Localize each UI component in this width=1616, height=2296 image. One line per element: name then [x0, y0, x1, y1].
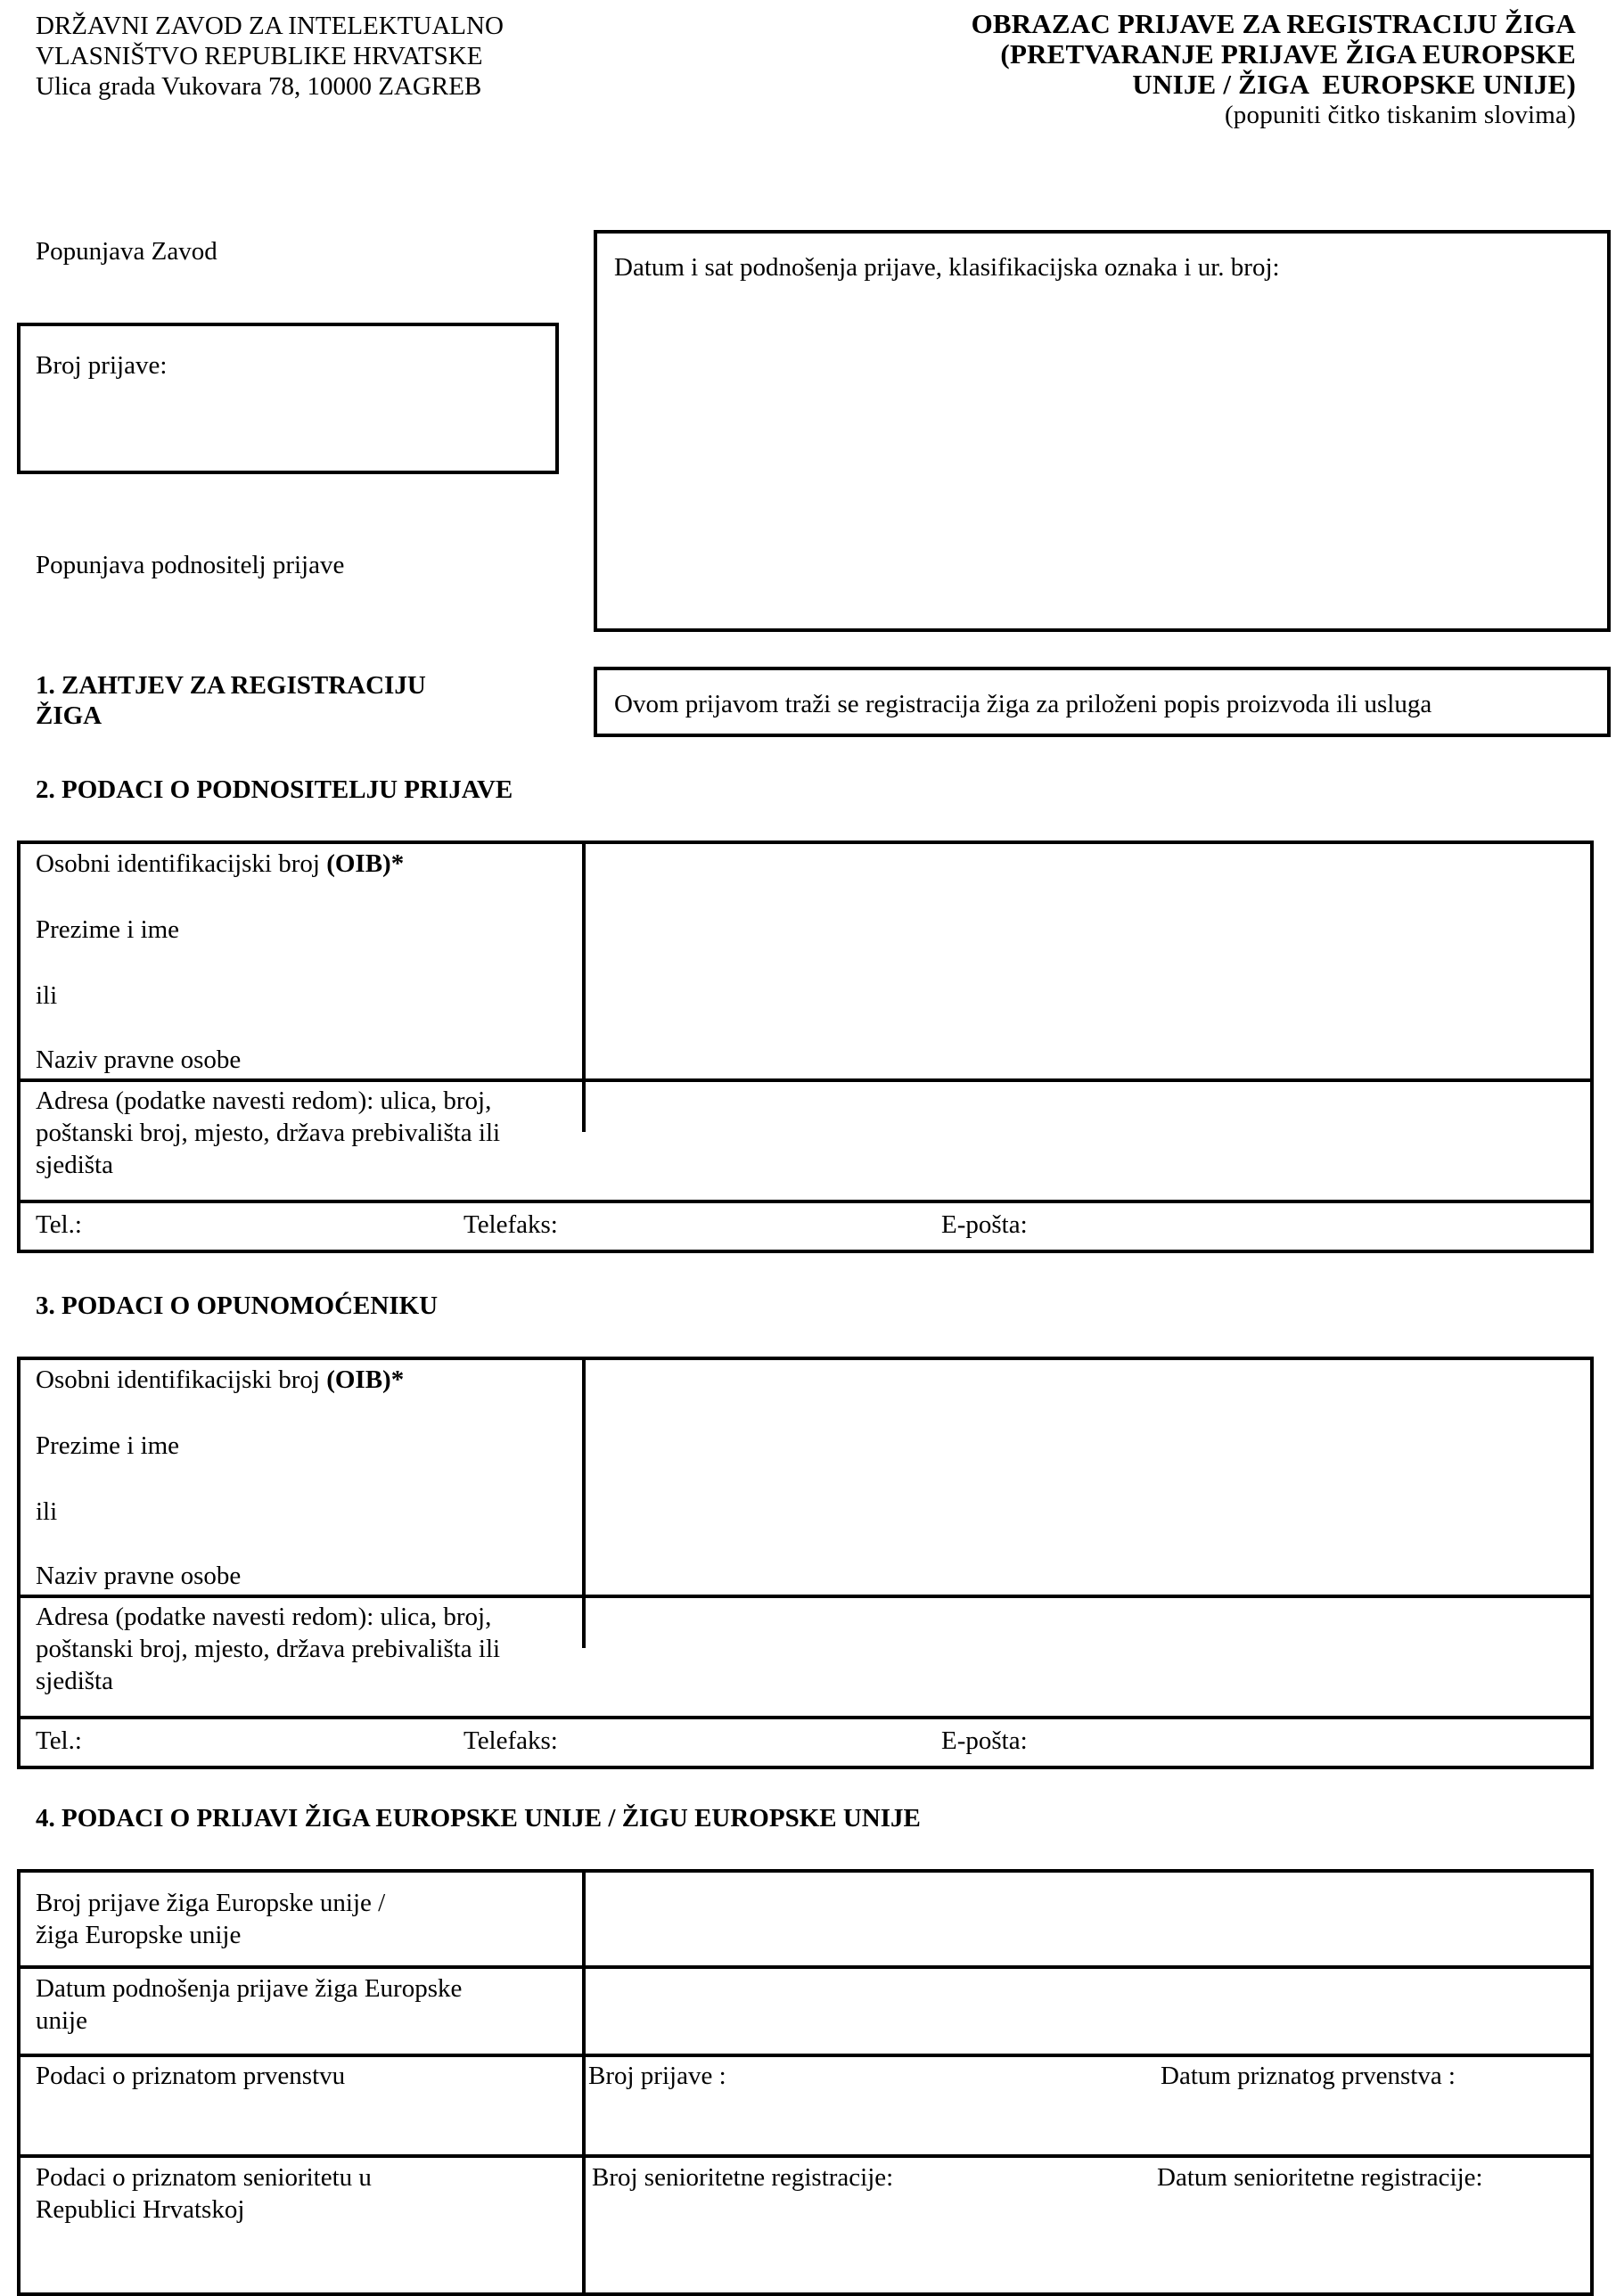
section4-title: 4. PODACI O PRIJAVI ŽIGA EUROPSKE UNIJE / ŽIGU EUROPSKE UNIJE	[36, 1804, 921, 1833]
priority-date-label: Datum priznatog prvenstva :	[1161, 2062, 1456, 2090]
priority-date-field[interactable]	[1161, 2095, 1585, 2149]
application-number-label: Broj prijave:	[36, 351, 168, 380]
seniority-reg-number-field[interactable]	[591, 2202, 1144, 2287]
eu-app-number-label-line1: Broj prijave žiga Europske unije /	[36, 1889, 386, 1917]
priority-label: Podaci o priznatom prvenstvu	[36, 2062, 346, 2090]
representative-fax-label: Telefaks:	[463, 1726, 558, 1755]
applicant-tel-field[interactable]	[101, 1206, 448, 1249]
representative-tel-label: Tel.:	[36, 1726, 82, 1755]
representative-tel-field[interactable]	[101, 1722, 448, 1765]
seniority-label-line2: Republici Hrvatskoj	[36, 2195, 245, 2224]
applicant-fax-label: Telefaks:	[463, 1210, 558, 1239]
form-title-line3: UNIJE / ŽIGA EUROPSKE UNIJE)	[1132, 69, 1576, 100]
section1-title	[36, 670, 426, 731]
form-title-line2: (PRETVARANJE PRIJAVE ŽIGA EUROPSKE	[1000, 38, 1576, 70]
column-divider	[582, 1873, 586, 2292]
form-subtitle: (popuniti čitko tiskanim slovima)	[1224, 101, 1576, 129]
submission-info-field[interactable]	[606, 296, 1598, 619]
applicant-fax-field[interactable]	[578, 1206, 934, 1249]
institution-name-line2: VLASNIŠTVO REPUBLIKE HRVATSKE	[36, 42, 483, 70]
applicant-name-label: Prezime i ime	[36, 915, 180, 944]
applicant-legal-name-label: Naziv pravne osobe	[36, 1046, 242, 1074]
representative-identity-field[interactable]	[591, 1365, 1585, 1590]
application-number-box[interactable]	[17, 323, 559, 474]
applicant-tel-label: Tel.:	[36, 1210, 82, 1239]
column-divider	[582, 844, 586, 1132]
representative-fax-field[interactable]	[578, 1722, 934, 1765]
representative-legal-name-label: Naziv pravne osobe	[36, 1562, 242, 1590]
eu-app-number-label	[36, 1887, 385, 1951]
institution-address: Ulica grada Vukovara 78, 10000 ZAGREB	[36, 72, 482, 101]
representative-table	[17, 1357, 1594, 1769]
form-title	[972, 9, 1576, 130]
section1-title-line1: 1. ZAHTJEV ZA REGISTRACIJU	[36, 671, 426, 700]
address-label-line2: poštanski broj, mjesto, država prebivališta ili	[36, 1119, 501, 1147]
address-label-line2: poštanski broj, mjesto, država prebivališta ili	[36, 1635, 501, 1663]
row-divider	[21, 1078, 1590, 1082]
form-title-line1: OBRAZAC PRIJAVE ZA REGISTRACIJU ŽIGA	[971, 8, 1576, 39]
column-divider	[582, 1360, 586, 1648]
eu-filing-date-label-line1: Datum podnošenja prijave žiga Europske	[36, 1974, 463, 2003]
row-divider	[21, 1595, 1590, 1598]
applicant-address-label	[36, 1085, 500, 1181]
institution-name-line1: DRŽAVNI ZAVOD ZA INTELEKTUALNO	[36, 12, 504, 40]
section1-request-text: Ovom prijavom traži se registracija žiga za priloženi popis proizvoda ili usluga	[614, 690, 1432, 718]
address-label-line3: sjedišta	[36, 1151, 113, 1179]
representative-address-field[interactable]	[591, 1601, 1585, 1711]
application-number-field[interactable]	[29, 389, 546, 462]
representative-oib-label: Osobni identifikacijski broj (OIB)*	[36, 1365, 405, 1394]
address-label-line1: Adresa (podatke navesti redom): ulica, broj,	[36, 1086, 492, 1115]
seniority-label	[36, 2161, 372, 2226]
address-label-line1: Adresa (podatke navesti redom): ulica, broj,	[36, 1603, 492, 1631]
eu-app-number-label-line2: žiga Europske unije	[36, 1921, 242, 1949]
row-divider	[21, 2054, 1590, 2057]
office-fills-label: Popunjava Zavod	[36, 237, 217, 266]
submission-info-label: Datum i sat podnošenja prijave, klasifikacijska oznaka i ur. broj:	[614, 253, 1280, 282]
row-divider	[21, 2154, 1590, 2158]
representative-or-label: ili	[36, 1497, 58, 1526]
section3-title: 3. PODACI O OPUNOMOĆENIKU	[36, 1292, 439, 1320]
applicant-address-field[interactable]	[591, 1085, 1585, 1195]
applicant-table	[17, 840, 1594, 1253]
applicant-oib-label: Osobni identifikacijski broj (OIB)*	[36, 849, 405, 878]
institution-header	[36, 11, 504, 102]
eu-filing-date-label	[36, 1972, 462, 2037]
eu-filing-date-field[interactable]	[591, 1971, 1585, 2049]
eu-trademark-table	[17, 1869, 1594, 2296]
eu-filing-date-label-line2: unije	[36, 2006, 87, 2035]
row-divider	[21, 1716, 1590, 1719]
representative-name-label: Prezime i ime	[36, 1431, 180, 1460]
seniority-reg-date-field[interactable]	[1157, 2202, 1585, 2287]
applicant-identity-field[interactable]	[591, 849, 1585, 1074]
priority-app-number-label: Broj prijave :	[588, 2062, 726, 2090]
section2-title: 2. PODACI O PODNOSITELJU PRIJAVE	[36, 775, 513, 804]
row-divider	[21, 1200, 1590, 1203]
submission-info-box[interactable]	[594, 230, 1611, 632]
section1-title-line2: ŽIGA	[36, 701, 103, 730]
representative-email-field[interactable]	[1046, 1722, 1585, 1765]
address-label-line3: sjedišta	[36, 1667, 113, 1695]
representative-address-label	[36, 1601, 500, 1697]
row-divider	[21, 1965, 1590, 1969]
seniority-reg-date-label: Datum senioritetne registracije:	[1157, 2163, 1483, 2192]
seniority-label-line1: Podaci o priznatom senioritetu u	[36, 2163, 372, 2192]
applicant-email-label: E-pošta:	[941, 1210, 1028, 1239]
representative-email-label: E-pošta:	[941, 1726, 1028, 1755]
section1-request-box	[594, 667, 1611, 737]
applicant-or-label: ili	[36, 981, 58, 1010]
eu-app-number-field[interactable]	[591, 1878, 1585, 1962]
seniority-reg-number-label: Broj senioritetne registracije:	[592, 2163, 894, 2192]
applicant-email-field[interactable]	[1046, 1206, 1585, 1249]
applicant-fills-label: Popunjava podnositelj prijave	[36, 551, 345, 579]
priority-app-number-field[interactable]	[591, 2095, 1144, 2149]
